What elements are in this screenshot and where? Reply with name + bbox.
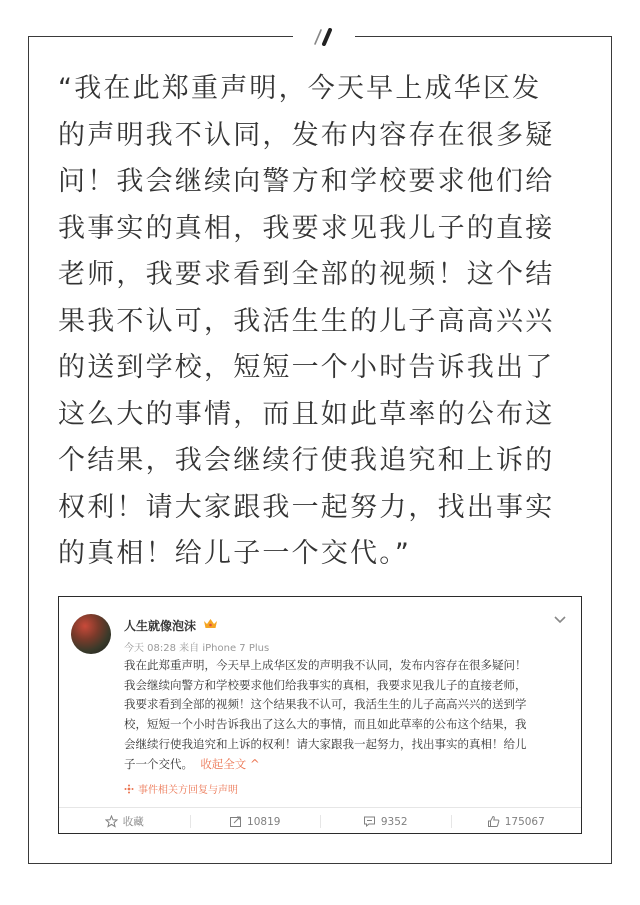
quote-line: 个结果，我会继续行使我追究和上诉的 [58, 445, 555, 476]
thumbs-up-icon [487, 815, 500, 828]
collapse-link[interactable]: 收起全文 ^ [200, 756, 260, 771]
quote-line: 的声明我不认同，发布内容存在很多疑 [58, 119, 555, 151]
post-line: 我要求看到全部的视频！这个结果我不认可，我活生生的儿子高高兴兴的送到学 [124, 697, 527, 712]
repost-button[interactable] [190, 808, 321, 835]
related-statement-label: 事件相关方回复与声明 [138, 785, 238, 796]
quote-line: 这么大的事情，而且如此草率的公布这 [58, 398, 555, 430]
related-statement-link[interactable] [124, 781, 238, 796]
post-line: 我在此郑重声明，今天早上成华区发的声明我不认同，发布内容存在很多疑问！ [124, 658, 527, 672]
quote-line: 果我不认可，我活生生的儿子高高兴兴 [58, 305, 555, 337]
like-button[interactable] [451, 808, 582, 835]
post-line: 会继续行使我追究和上诉的权利！请大家跟我一起努力，找出事实的真相！给儿 [124, 736, 527, 751]
weibo-post-card [58, 596, 582, 834]
frame-decoration [293, 26, 355, 48]
comment-count: 9352 [380, 815, 408, 828]
chevron-down-icon[interactable] [553, 615, 567, 625]
vip-badge-icon [203, 618, 218, 630]
comment-button[interactable] [320, 808, 451, 835]
repost-icon [229, 815, 242, 828]
favorite-label: 收藏 [122, 816, 144, 828]
avatar[interactable] [71, 614, 111, 654]
username[interactable]: 人生就像泡沫 [124, 619, 197, 633]
quote-line: 问！我会继续向警方和学校要求他们给 [58, 166, 555, 197]
repost-count: 10819 [247, 815, 281, 828]
post-last-line: 子一个交代。 [124, 756, 193, 771]
quote-line: 的送到学校，短短一个小时告诉我出了 [58, 352, 555, 383]
post-action-bar [59, 807, 581, 835]
favorite-button[interactable] [59, 808, 190, 835]
post-body [124, 656, 564, 774]
post-line: 我会继续向警方和学校要求他们给我事实的真相，我要求见我儿子的直接老师， [124, 677, 527, 692]
like-count: 175067 [504, 815, 545, 828]
comment-icon [363, 815, 376, 828]
quote-line: “我在此郑重声明，今天早上成华区发 [58, 73, 542, 104]
post-meta: 今天 08:28 来自 iPhone 7 Plus [124, 643, 270, 654]
statement-quote [58, 66, 588, 578]
star-icon [105, 815, 118, 828]
post-line: 校，短短一个小时告诉我出了这么大的事情，而且如此草率的公布这个结果，我 [124, 717, 527, 732]
quote-line: 的真相！给儿子一个交代。” [58, 538, 412, 569]
slash-mark-icon [307, 28, 341, 46]
sparkle-icon [124, 784, 134, 794]
quote-line: 权利！请大家跟我一起努力，找出事实 [58, 491, 555, 523]
post-line [124, 755, 564, 775]
quote-line: 老师，我要求看到全部的视频！这个结 [58, 259, 555, 290]
quote-line: 我事实的真相，我要求见我儿子的直接 [58, 212, 555, 244]
